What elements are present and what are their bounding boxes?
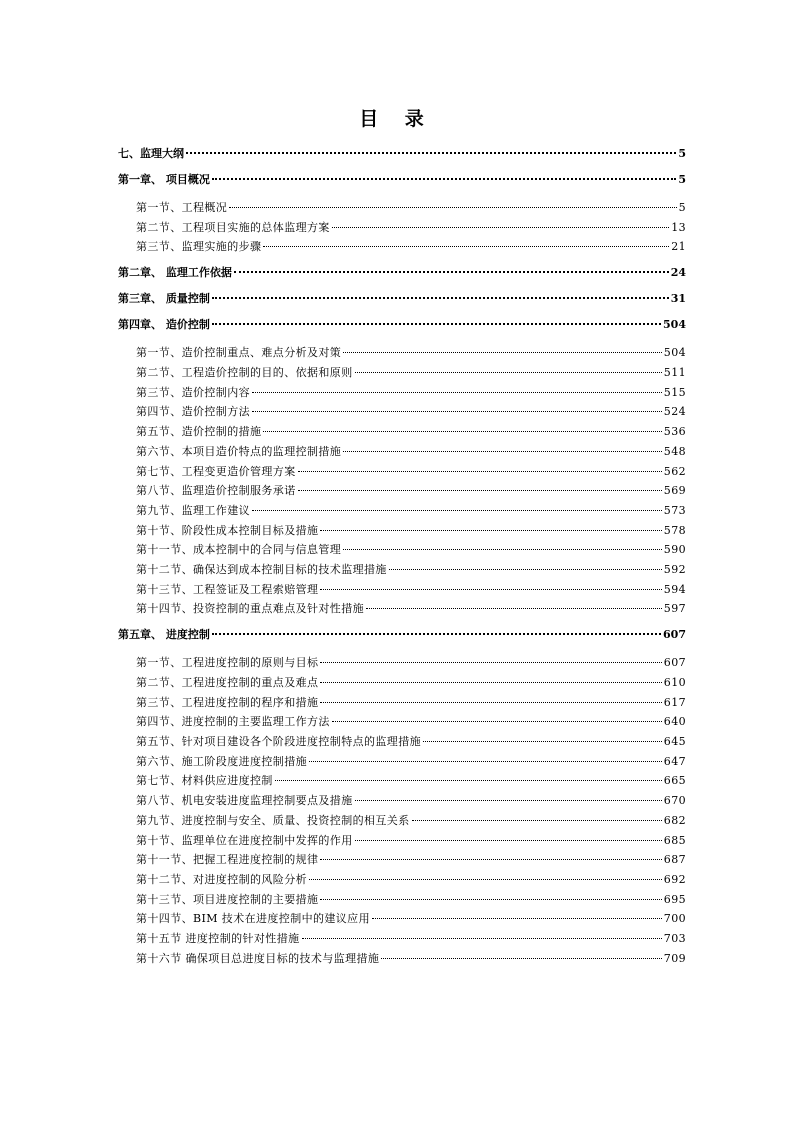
toc-entry-page-number: 610 bbox=[663, 676, 686, 689]
toc-entry-page-number: 692 bbox=[663, 872, 686, 886]
toc-entry-page-number: 5 bbox=[678, 173, 686, 186]
toc-entry-page-number: 695 bbox=[663, 892, 686, 906]
toc-entry-label: 第八节、监理造价控制服务承诺 bbox=[136, 484, 296, 498]
toc-entry-label: 第三节、工程进度控制的程序和措施 bbox=[136, 695, 319, 709]
dot-leader bbox=[212, 633, 661, 635]
toc-section-entry[interactable] bbox=[118, 465, 686, 479]
toc-entry-label: 第二节、工程造价控制的目的、依据和原则 bbox=[136, 366, 353, 380]
toc-entry-label: 第六节、施工阶段度进度控制措施 bbox=[136, 754, 307, 768]
toc-section-entry[interactable] bbox=[118, 563, 686, 577]
dot-leader bbox=[343, 451, 662, 452]
toc-entry-page-number: 594 bbox=[663, 582, 686, 596]
toc-section-entry[interactable] bbox=[118, 583, 686, 597]
dot-leader bbox=[234, 271, 669, 273]
toc-entry-label: 第五节、针对项目建设各个阶段进度控制特点的监理措施 bbox=[136, 735, 421, 749]
toc-entry-page-number: 647 bbox=[663, 754, 686, 768]
toc-entry-label: 第十二节、确保达到成本控制目标的技术监理措施 bbox=[136, 562, 387, 576]
dot-leader bbox=[355, 800, 662, 801]
toc-entry-label: 第三章、 质量控制 bbox=[118, 292, 210, 306]
toc-chapter-entry[interactable] bbox=[118, 173, 686, 187]
dot-leader bbox=[389, 569, 662, 570]
toc-entry-label: 第四章、 造价控制 bbox=[118, 318, 210, 332]
toc-entry-page-number: 569 bbox=[663, 484, 686, 498]
toc-entry-page-number: 617 bbox=[663, 695, 686, 709]
toc-entry-label: 第十四节、BIM 技术在进度控制中的建议应用 bbox=[136, 912, 370, 926]
dot-leader bbox=[309, 879, 662, 880]
dot-leader bbox=[320, 702, 661, 703]
toc-entry-page-number: 562 bbox=[663, 464, 686, 478]
toc-section-entry[interactable] bbox=[118, 504, 686, 518]
toc-section-entry[interactable] bbox=[118, 366, 686, 380]
toc-section-entry[interactable] bbox=[118, 602, 686, 616]
toc-entry-label: 第一节、工程进度控制的原则与目标 bbox=[136, 656, 319, 670]
toc-section-entry[interactable] bbox=[118, 445, 686, 459]
toc-entry-label: 第八节、机电安装进度监理控制要点及措施 bbox=[136, 794, 353, 808]
dot-leader bbox=[229, 207, 676, 208]
toc-entry-page-number: 700 bbox=[663, 912, 686, 926]
toc-entry-label: 第二章、 监理工作依据 bbox=[118, 266, 232, 280]
dot-leader bbox=[355, 840, 662, 841]
toc-entry-label: 第十三节、工程签证及工程索赔管理 bbox=[136, 582, 319, 596]
toc-section-entry[interactable] bbox=[118, 912, 686, 926]
toc-section-entry[interactable] bbox=[118, 774, 686, 788]
dot-leader bbox=[263, 431, 661, 432]
toc-section-entry[interactable] bbox=[118, 425, 686, 439]
dot-leader bbox=[252, 392, 662, 393]
toc-chapter-entry[interactable] bbox=[118, 266, 686, 280]
dot-leader bbox=[343, 549, 662, 550]
toc-section-entry[interactable] bbox=[118, 893, 686, 907]
toc-entry-page-number: 536 bbox=[663, 425, 686, 439]
dot-leader bbox=[298, 471, 662, 472]
dot-leader bbox=[320, 899, 661, 900]
toc-entry-label: 第三节、监理实施的步骤 bbox=[136, 240, 262, 254]
toc-section-entry[interactable] bbox=[118, 735, 686, 749]
toc-entry-label: 第一节、造价控制重点、难点分析及对策 bbox=[136, 346, 342, 360]
dot-leader bbox=[212, 178, 677, 180]
toc-section-entry[interactable] bbox=[118, 346, 686, 360]
toc-entry-page-number: 709 bbox=[663, 951, 686, 965]
toc-entry-page-number: 548 bbox=[663, 444, 686, 458]
toc-entry-page-number: 682 bbox=[663, 813, 686, 827]
toc-entry-label: 第十一节、成本控制中的合同与信息管理 bbox=[136, 543, 342, 557]
toc-section-entry[interactable] bbox=[118, 201, 686, 215]
toc-section-entry[interactable] bbox=[118, 814, 686, 828]
toc-entry-label: 第五节、造价控制的措施 bbox=[136, 425, 262, 439]
dot-leader bbox=[320, 662, 661, 663]
dot-leader bbox=[412, 820, 662, 821]
toc-entry-label: 第五章、 进度控制 bbox=[118, 628, 210, 642]
dot-leader bbox=[275, 780, 662, 781]
toc-entry-label: 第十五节 进度控制的针对性措施 bbox=[136, 931, 300, 945]
toc-entry-label: 第四节、造价控制方法 bbox=[136, 405, 250, 419]
dot-leader bbox=[320, 589, 661, 590]
dot-leader bbox=[252, 510, 662, 511]
toc-entry-label: 第十六节 确保项目总进度目标的技术与监理措施 bbox=[136, 951, 380, 965]
toc-section-entry[interactable] bbox=[118, 853, 686, 867]
toc-entry-label: 第十三节、项目进度控制的主要措施 bbox=[136, 892, 319, 906]
toc-section-entry[interactable] bbox=[118, 873, 686, 887]
toc-section-entry[interactable] bbox=[118, 386, 686, 400]
toc-entry-page-number: 665 bbox=[663, 774, 686, 788]
toc-entry-label: 第二节、工程项目实施的总体监理方案 bbox=[136, 220, 330, 234]
toc-section-entry[interactable] bbox=[118, 696, 686, 710]
toc-chapter-entry[interactable] bbox=[118, 628, 686, 642]
toc-entry-label: 第十二节、对进度控制的风险分析 bbox=[136, 872, 307, 886]
dot-leader bbox=[263, 246, 669, 247]
toc-entry-page-number: 24 bbox=[670, 266, 686, 280]
toc-section-entry[interactable] bbox=[118, 240, 686, 254]
dot-leader bbox=[298, 490, 662, 491]
toc-entry-label: 第十节、监理单位在进度控制中发挥的作用 bbox=[136, 833, 353, 847]
dot-leader bbox=[320, 682, 661, 683]
toc-entry-page-number: 592 bbox=[663, 562, 686, 576]
toc-entry-page-number: 504 bbox=[663, 346, 686, 360]
toc-section-entry[interactable] bbox=[118, 484, 686, 498]
dot-leader bbox=[332, 721, 662, 722]
toc-section-entry[interactable] bbox=[118, 656, 686, 670]
toc-entry-page-number: 645 bbox=[663, 735, 686, 749]
toc-entry-label: 第十四节、投资控制的重点难点及针对性措施 bbox=[136, 602, 364, 616]
dot-leader bbox=[320, 859, 661, 860]
toc-entry-label: 第九节、监理工作建议 bbox=[136, 503, 250, 517]
toc-section-entry[interactable] bbox=[118, 715, 686, 729]
toc-entry-label: 第四节、进度控制的主要监理工作方法 bbox=[136, 715, 330, 729]
toc-title: 目 录 bbox=[359, 108, 434, 130]
toc-entry-label: 第一节、工程概况 bbox=[136, 201, 228, 214]
toc-entry-page-number: 670 bbox=[663, 794, 686, 808]
dot-leader bbox=[186, 152, 676, 154]
toc-entry-page-number: 13 bbox=[671, 220, 686, 234]
toc-entry-label: 第六节、本项目造价特点的监理控制措施 bbox=[136, 444, 342, 458]
dot-leader bbox=[366, 608, 662, 609]
toc-section-entry[interactable] bbox=[118, 543, 686, 557]
toc-entry-page-number: 703 bbox=[663, 931, 686, 945]
toc-section-entry[interactable] bbox=[118, 676, 686, 690]
toc-entry-page-number: 640 bbox=[663, 715, 686, 729]
dot-leader bbox=[381, 958, 662, 959]
toc-entry-page-number: 5 bbox=[678, 201, 686, 214]
dot-leader bbox=[332, 227, 669, 228]
toc-entry-label: 第十节、阶段性成本控制目标及措施 bbox=[136, 523, 319, 537]
toc-section-entry[interactable] bbox=[118, 834, 686, 848]
dot-leader bbox=[212, 323, 661, 325]
toc-entry-page-number: 685 bbox=[663, 833, 686, 847]
toc-section-entry[interactable] bbox=[118, 755, 686, 769]
toc-entry-page-number: 515 bbox=[663, 385, 686, 399]
toc-section-entry[interactable] bbox=[118, 952, 686, 966]
dot-leader bbox=[423, 741, 662, 742]
toc-entry-label: 七、监理大纲 bbox=[118, 147, 184, 160]
toc-entry-label: 第一章、 项目概况 bbox=[118, 173, 210, 186]
toc-section-entry[interactable] bbox=[118, 405, 686, 419]
dot-leader bbox=[252, 411, 662, 412]
toc-entry-page-number: 578 bbox=[663, 523, 686, 537]
toc-entry-label: 第二节、工程进度控制的重点及难点 bbox=[136, 676, 319, 689]
toc-entry-page-number: 21 bbox=[671, 240, 686, 254]
toc-entry-page-number: 590 bbox=[663, 543, 686, 557]
toc-entry-label: 第七节、材料供应进度控制 bbox=[136, 774, 273, 788]
toc-entry-label: 第十一节、把握工程进度控制的规律 bbox=[136, 853, 319, 867]
dot-leader bbox=[343, 352, 662, 353]
dot-leader bbox=[212, 297, 669, 299]
toc-entry-page-number: 687 bbox=[663, 853, 686, 867]
toc-entry-page-number: 31 bbox=[670, 292, 686, 306]
toc-section-entry[interactable] bbox=[118, 794, 686, 808]
toc-entry-label: 第九节、进度控制与安全、质量、投资控制的相互关系 bbox=[136, 813, 410, 827]
dot-leader bbox=[320, 530, 661, 531]
toc-chapter-entry[interactable] bbox=[118, 318, 686, 332]
toc-entry-page-number: 607 bbox=[663, 656, 686, 670]
toc-entry-page-number: 504 bbox=[663, 318, 686, 332]
dot-leader bbox=[372, 918, 662, 919]
dot-leader bbox=[309, 761, 662, 762]
toc-entry-page-number: 597 bbox=[663, 602, 686, 616]
toc-entry-page-number: 607 bbox=[663, 628, 686, 642]
toc-entry-page-number: 524 bbox=[663, 405, 686, 419]
toc-section-entry[interactable] bbox=[118, 221, 686, 235]
toc-section-entry[interactable] bbox=[118, 524, 686, 538]
toc-chapter-entry[interactable] bbox=[118, 147, 686, 161]
toc-chapter-entry[interactable] bbox=[118, 292, 686, 306]
dot-leader bbox=[302, 938, 662, 939]
toc-entry-page-number: 511 bbox=[663, 366, 686, 380]
toc-entry-label: 第三节、造价控制内容 bbox=[136, 385, 250, 399]
table-of-contents bbox=[118, 147, 686, 978]
dot-leader bbox=[355, 372, 662, 373]
toc-entry-label: 第七节、工程变更造价管理方案 bbox=[136, 464, 296, 478]
toc-entry-page-number: 5 bbox=[678, 147, 686, 160]
toc-section-entry[interactable] bbox=[118, 932, 686, 946]
toc-entry-page-number: 573 bbox=[663, 503, 686, 517]
